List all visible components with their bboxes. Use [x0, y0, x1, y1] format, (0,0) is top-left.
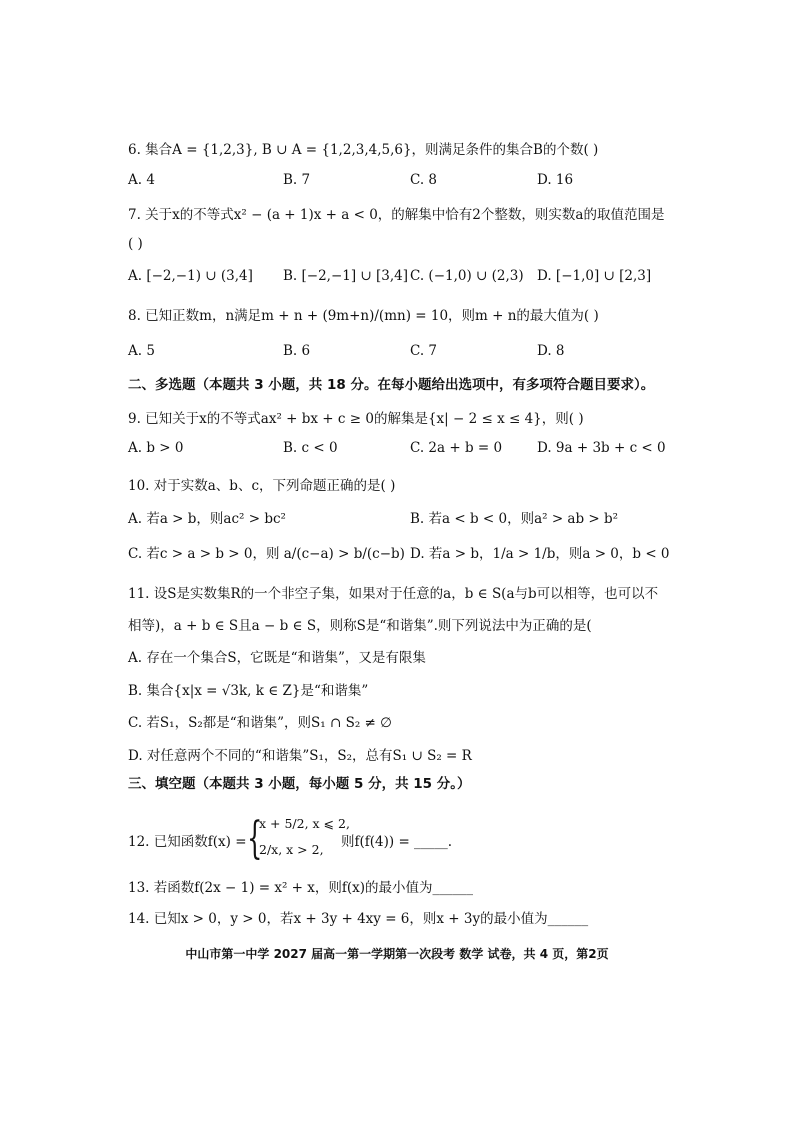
q11-option-c: C. 若S₁，S₂都是“和谐集”，则S₁ ∩ S₂ ≠ ∅ — [128, 715, 392, 731]
q11-stem-line2: 相等)，a + b ∈ S且a − b ∈ S，则称S是“和谐集”.则下列说法中为正确的是( — [128, 618, 592, 634]
q9-option-c: C. 2a + b = 0 — [410, 440, 503, 456]
q12-case-2: 2/x, x > 2, — [259, 842, 324, 857]
q9-stem: 9. 已知关于x的不等式ax² + bx + c ≥ 0的解集是{x| − 2 ≤ x ≤ 4}，则( ) — [128, 411, 584, 427]
q7-paren: ( ) — [128, 236, 143, 252]
q11-option-b: B. 集合{x|x = √3k, k ∈ Z}是“和谐集” — [128, 683, 369, 699]
q9-option-d: D. 9a + 3b + c < 0 — [537, 440, 666, 456]
q11-option-a: A. 存在一个集合S，它既是“和谐集”，又是有限集 — [128, 650, 426, 666]
q6-option-c: C. 8 — [410, 172, 438, 188]
q12-case-1: x + 5/2, x ⩽ 2, — [259, 816, 350, 831]
page-footer: 中山市第一中学 2027 届高一第一学期第一次段考 数学 试卷，共 4 页，第2页 — [185, 947, 609, 961]
q8-option-d: D. 8 — [537, 343, 565, 359]
q10-option-c: C. 若c > a > b > 0，则 a/(c−a) > b/(c−b) — [128, 546, 405, 562]
q6-option-a: A. 4 — [128, 172, 155, 188]
q11-option-d: D. 对任意两个不同的“和谐集”S₁，S₂，总有S₁ ∪ S₂ = R — [128, 748, 472, 764]
q7-option-a: A. [−2,−1) ∪ (3,4] — [128, 268, 253, 284]
q8-option-c: C. 7 — [410, 343, 438, 359]
q8-option-b: B. 6 — [283, 343, 311, 359]
q10-option-d: D. 若a > b，1/a > 1/b，则a > 0，b < 0 — [410, 546, 670, 562]
q12-suffix: 则f(f(4)) = _____. — [341, 834, 453, 850]
q9-option-a: A. b > 0 — [128, 440, 184, 456]
q12-brace: { — [247, 813, 263, 864]
q10-option-b: B. 若a < b < 0，则a² > ab > b² — [410, 511, 619, 527]
section-3-heading: 三、填空题（本题共 3 小题，每小题 5 分，共 15 分。） — [128, 776, 471, 792]
q6-option-b: B. 7 — [283, 172, 311, 188]
q8-option-a: A. 5 — [128, 343, 155, 359]
q8-stem: 8. 已知正数m，n满足m + n + (9m+n)/(mn) = 10，则m + n的最大值为( ) — [128, 308, 599, 324]
q14-stem: 14. 已知x > 0，y > 0，若x + 3y + 4xy = 6，则x + 3y的最小值为______ — [128, 911, 589, 927]
q10-option-a: A. 若a > b，则ac² > bc² — [128, 511, 286, 527]
q6-stem: 6. 集合A = {1,2,3}, B ∪ A = {1,2,3,4,5,6}，则满足条件的集合B的个数( ) — [128, 142, 599, 158]
q10-stem: 10. 对于实数a、b、c，下列命题正确的是( ) — [128, 478, 396, 494]
q7-stem: 7. 关于x的不等式x² − (a + 1)x + a < 0，的解集中恰有2个整数，则实数a的取值范围是 — [128, 207, 665, 223]
q13-stem: 13. 若函数f(2x − 1) = x² + x，则f(x)的最小值为______ — [128, 880, 474, 896]
q6-option-d: D. 16 — [537, 172, 574, 188]
section-2-heading: 二、多选题（本题共 3 小题，共 18 分。在每小题给出选项中，有多项符合题目要求）。 — [128, 377, 655, 393]
q7-option-b: B. [−2,−1] ∪ [3,4] — [283, 268, 409, 284]
q12-prefix: 12. 已知函数f(x) = — [128, 834, 247, 850]
q9-option-b: B. c < 0 — [283, 440, 338, 456]
q11-stem-line1: 11. 设S是实数集R的一个非空子集，如果对于任意的a，b ∈ S(a与b可以相等，也可以不 — [128, 586, 659, 602]
q7-option-d: D. [−1,0] ∪ [2,3] — [537, 268, 652, 284]
q7-option-c: C. (−1,0) ∪ (2,3) — [410, 268, 524, 284]
